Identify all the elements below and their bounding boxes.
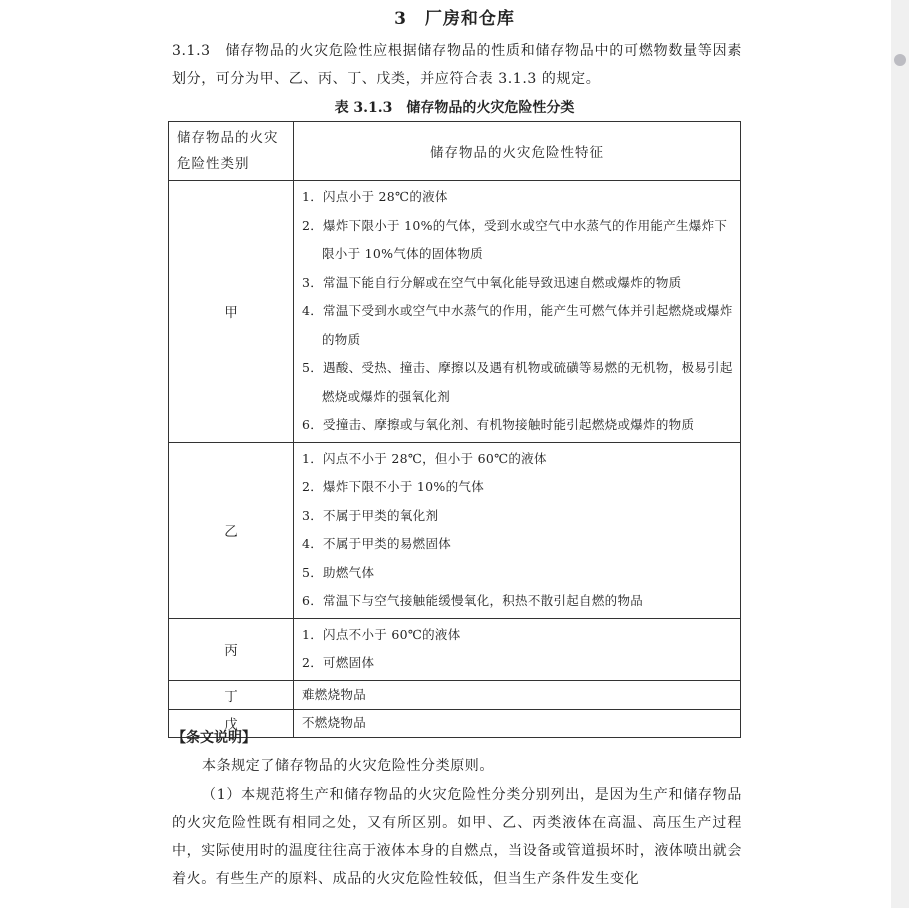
table-row [169, 680, 741, 709]
table-row [169, 618, 741, 680]
list-item: 3．常温下能自行分解或在空气中氧化能导致迅速自燃或爆炸的物质 [302, 274, 682, 290]
list-item: 4．不属于甲类的易燃固体 [302, 536, 452, 551]
features-cell [294, 709, 741, 737]
list-item: 2．爆炸下限不小于 10%的气体 [302, 479, 485, 494]
list-item: 1．闪点小于 28℃的液体 [302, 189, 448, 204]
header-features: 储存物品的火灾危险性特征 [294, 122, 741, 181]
clause-3-1-3: 3.1.3 储存物品的火灾危险性应根据储存物品的性质和储存物品中的可燃物数量等因素划分，可分为甲、乙、丙、丁、戊类，并应符合表 3.1.3 的规定。 [172, 43, 742, 87]
explanation-paragraph: 本条规定了储存物品的火灾危险性分类原则。 [202, 758, 494, 774]
explanation-paragraph: （1）本规范将生产和储存物品的火灾危险性分类分别列出，是因为生产和储存物品的火灾危险性既有相同之处，又有所区别。如甲、乙、丙类液体在高温、高压生产过程中，实际使用时的温度往往高于液体本身的自燃点，当设备或管道损坏时，液体喷出就会着火。有些生产的原料、成品的火灾危险性较低，但当生产条件发生变化 [172, 787, 742, 887]
table-caption: 表 3.1.3 储存物品的火灾危险性分类 [334, 100, 575, 116]
features-cell [294, 680, 741, 709]
list-item: 4．常温下受到水或空气中水蒸气的作用，能产生可燃气体并引起燃烧或爆炸的物质 [302, 303, 733, 347]
table-row [169, 442, 741, 618]
chapter-title: 3 厂房和仓库 [394, 9, 515, 29]
list-item: 2．可燃固体 [302, 655, 375, 670]
list-item: 2．爆炸下限小于 10%的气体，受到水或空气中水蒸气的作用能产生爆炸下限小于 10%气体的固体物质 [302, 217, 728, 261]
scrollbar-thumb[interactable] [894, 54, 906, 66]
list-item: 3．不属于甲类的氧化剂 [302, 507, 439, 523]
category-cell: 甲 [169, 181, 294, 443]
list-item: 6．受撞击、摩擦或与氧化剂、有机物接触时能引起燃烧或爆炸的物质 [302, 417, 695, 432]
category-cell: 丁 [169, 680, 294, 709]
features-cell [294, 442, 741, 618]
features-cell [294, 181, 741, 443]
header-category: 储存物品的火灾危险性类别 [169, 122, 294, 181]
category-cell: 丙 [169, 618, 294, 680]
list-item: 不燃烧物品 [302, 715, 367, 730]
table-row [169, 181, 741, 443]
explanation-title: 【条文说明】 [172, 730, 256, 746]
list-item: 1．闪点不小于 60℃的液体 [302, 626, 461, 642]
vertical-scrollbar[interactable] [891, 0, 909, 908]
hazard-classification-table [168, 121, 741, 738]
category-cell: 戊 [169, 709, 294, 737]
table-header-row [169, 122, 741, 181]
list-item: 5．遇酸、受热、撞击、摩擦以及遇有机物或硫磺等易燃的无机物，极易引起燃烧或爆炸的强氧化剂 [302, 360, 733, 404]
features-cell [294, 618, 741, 680]
list-item: 难燃烧物品 [302, 687, 367, 702]
category-cell: 乙 [169, 442, 294, 618]
list-item: 5．助燃气体 [302, 564, 375, 580]
list-item: 1．闪点不小于 28℃，但小于 60℃的液体 [302, 450, 547, 466]
list-item: 6．常温下与空气接触能缓慢氧化，积热不散引起自燃的物品 [302, 593, 644, 608]
